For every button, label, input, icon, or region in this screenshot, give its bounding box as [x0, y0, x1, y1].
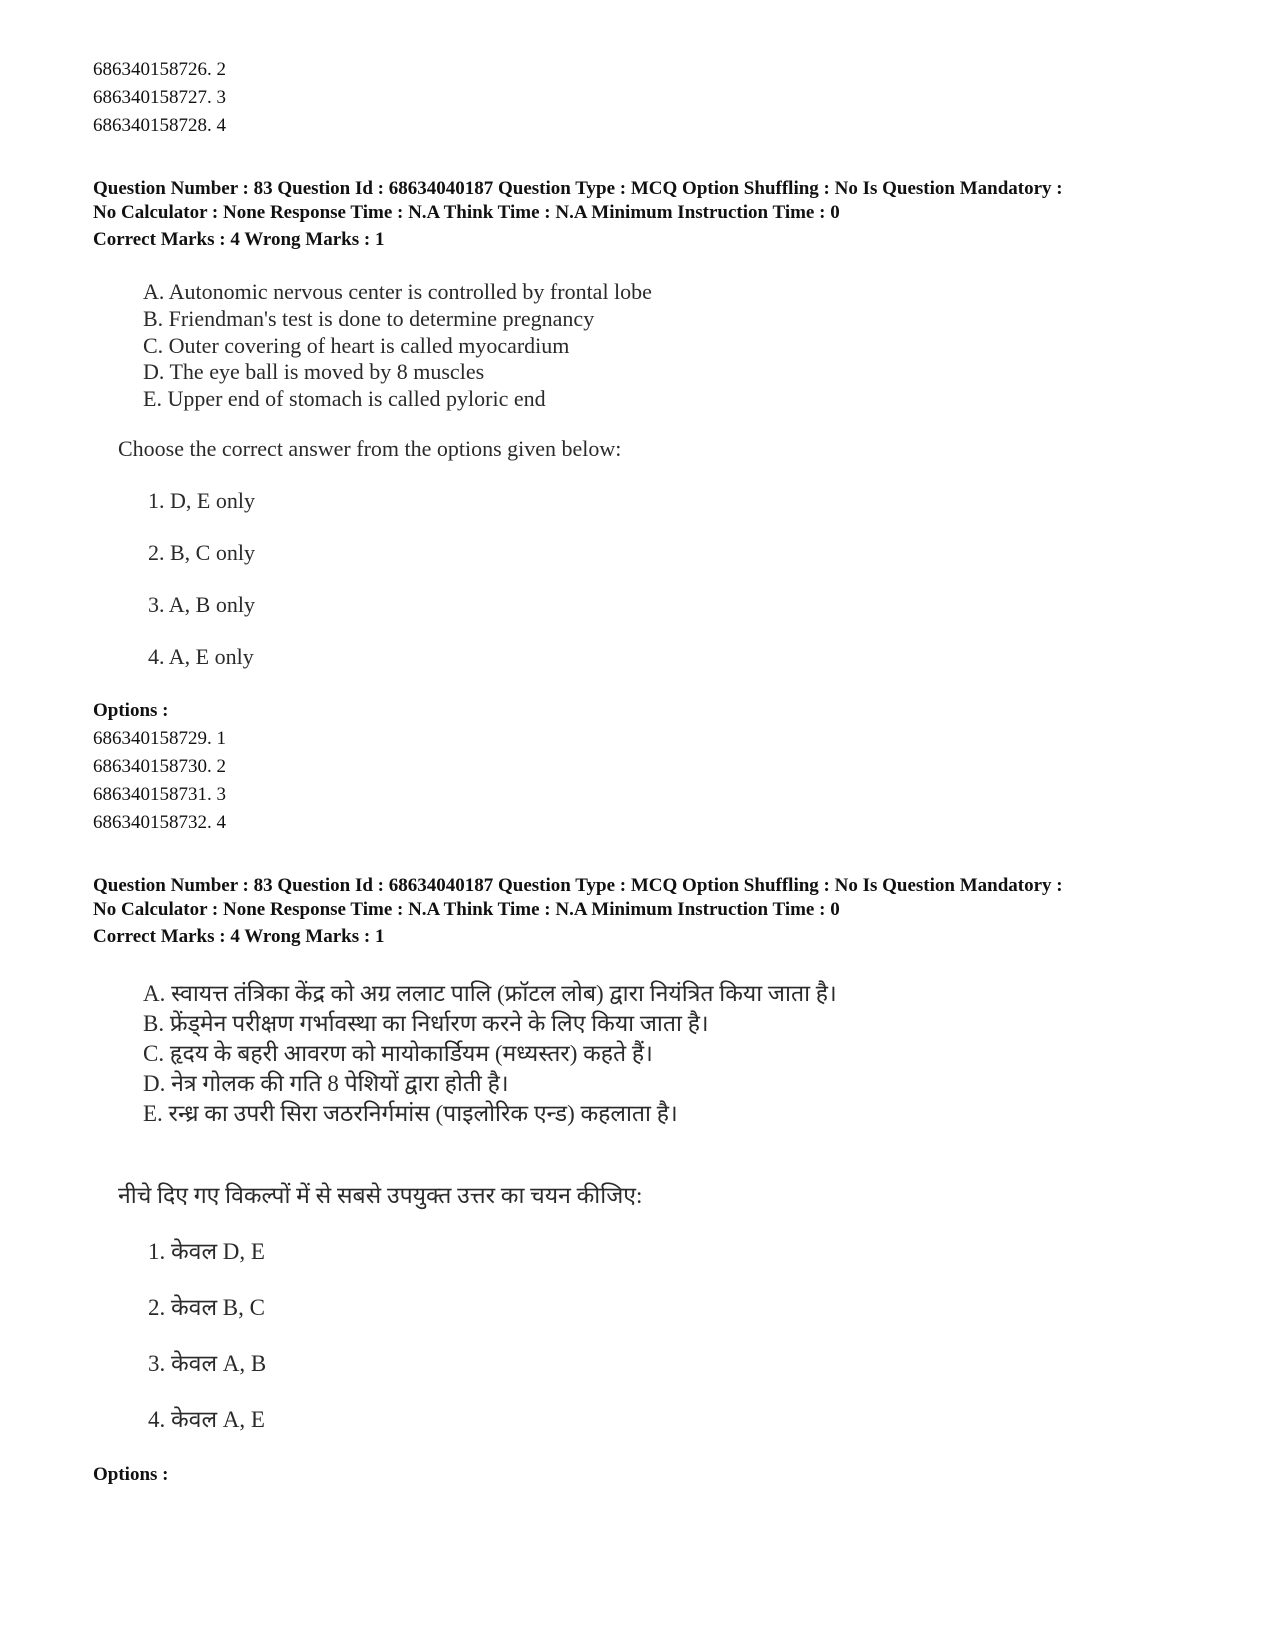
answer-choice: 2. B, C only: [148, 540, 255, 565]
question-meta: [93, 177, 1193, 225]
statement: A. स्वायत्त तंत्रिका केंद्र को अग्र ललाट पालि (फ्रॉटल लोब) द्वारा नियंत्रित किया जाता है।: [143, 981, 837, 1006]
option-id-line: 686340158728. 4: [93, 115, 226, 136]
answer-choice: 1. D, E only: [148, 488, 255, 513]
statement: A. Autonomic nervous center is controlled by frontal lobe: [143, 279, 652, 304]
question-meta-line: No Calculator : None Response Time : N.A Think Time : N.A Minimum Instruction Time : 0: [93, 202, 840, 223]
statement: B. Friendman's test is done to determine pregnancy: [143, 306, 595, 331]
answer-choice: 3. केवल A, B: [148, 1351, 267, 1376]
option-id-line: 686340158727. 3: [93, 87, 226, 108]
statement: E. Upper end of stomach is called pyloric end: [143, 386, 546, 411]
question-marks: Correct Marks : 4 Wrong Marks : 1: [93, 926, 385, 947]
question-prompt: Choose the correct answer from the options given below:: [118, 436, 622, 461]
question-marks: Correct Marks : 4 Wrong Marks : 1: [93, 229, 385, 250]
statement: E. रन्ध्र का उपरी सिरा जठरनिर्गमांस (पाइलोरिक एन्ड) कहलाता है।: [143, 1101, 678, 1126]
statement: D. नेत्र गोलक की गति 8 पेशियों द्वारा होती है।: [143, 1071, 509, 1096]
statement: B. फ्रेंड्मेन परीक्षण गर्भावस्था का निर्धारण करने के लिए किया जाता है।: [143, 1011, 709, 1036]
statement: C. हृदय के बहरी आवरण को मायोकार्डियम (मध्यस्तर) कहते हैं।: [143, 1041, 653, 1066]
answer-choice: 1. केवल D, E: [148, 1239, 265, 1264]
options-label: Options :: [93, 700, 169, 721]
statement: D. The eye ball is moved by 8 muscles: [143, 359, 485, 384]
answer-choice: 3. A, B only: [148, 592, 255, 617]
option-id-line: 686340158726. 2: [93, 59, 226, 80]
answer-choice: 2. केवल B, C: [148, 1295, 265, 1320]
option-id-line: 686340158730. 2: [93, 756, 226, 777]
statement: C. Outer covering of heart is called myocardium: [143, 333, 570, 358]
answer-choice: 4. केवल A, E: [148, 1407, 265, 1432]
question-meta-line: Question Number : 83 Question Id : 68634040187 Question Type : MCQ Option Shuffling : No Is Question Mandatory :: [93, 875, 1063, 896]
option-id-line: 686340158729. 1: [93, 728, 226, 749]
option-id-line: 686340158732. 4: [93, 812, 226, 833]
question-meta: [93, 874, 1193, 922]
option-id-line: 686340158731. 3: [93, 784, 226, 805]
answer-choice: 4. A, E only: [148, 644, 254, 669]
options-label: Options :: [93, 1464, 169, 1485]
question-meta-line: No Calculator : None Response Time : N.A Think Time : N.A Minimum Instruction Time : 0: [93, 899, 840, 920]
question-prompt: नीचे दिए गए विकल्पों में से सबसे उपयुक्त उत्तर का चयन कीजिए:: [118, 1183, 643, 1208]
question-meta-line: Question Number : 83 Question Id : 68634040187 Question Type : MCQ Option Shuffling : No Is Question Mandatory :: [93, 178, 1063, 199]
